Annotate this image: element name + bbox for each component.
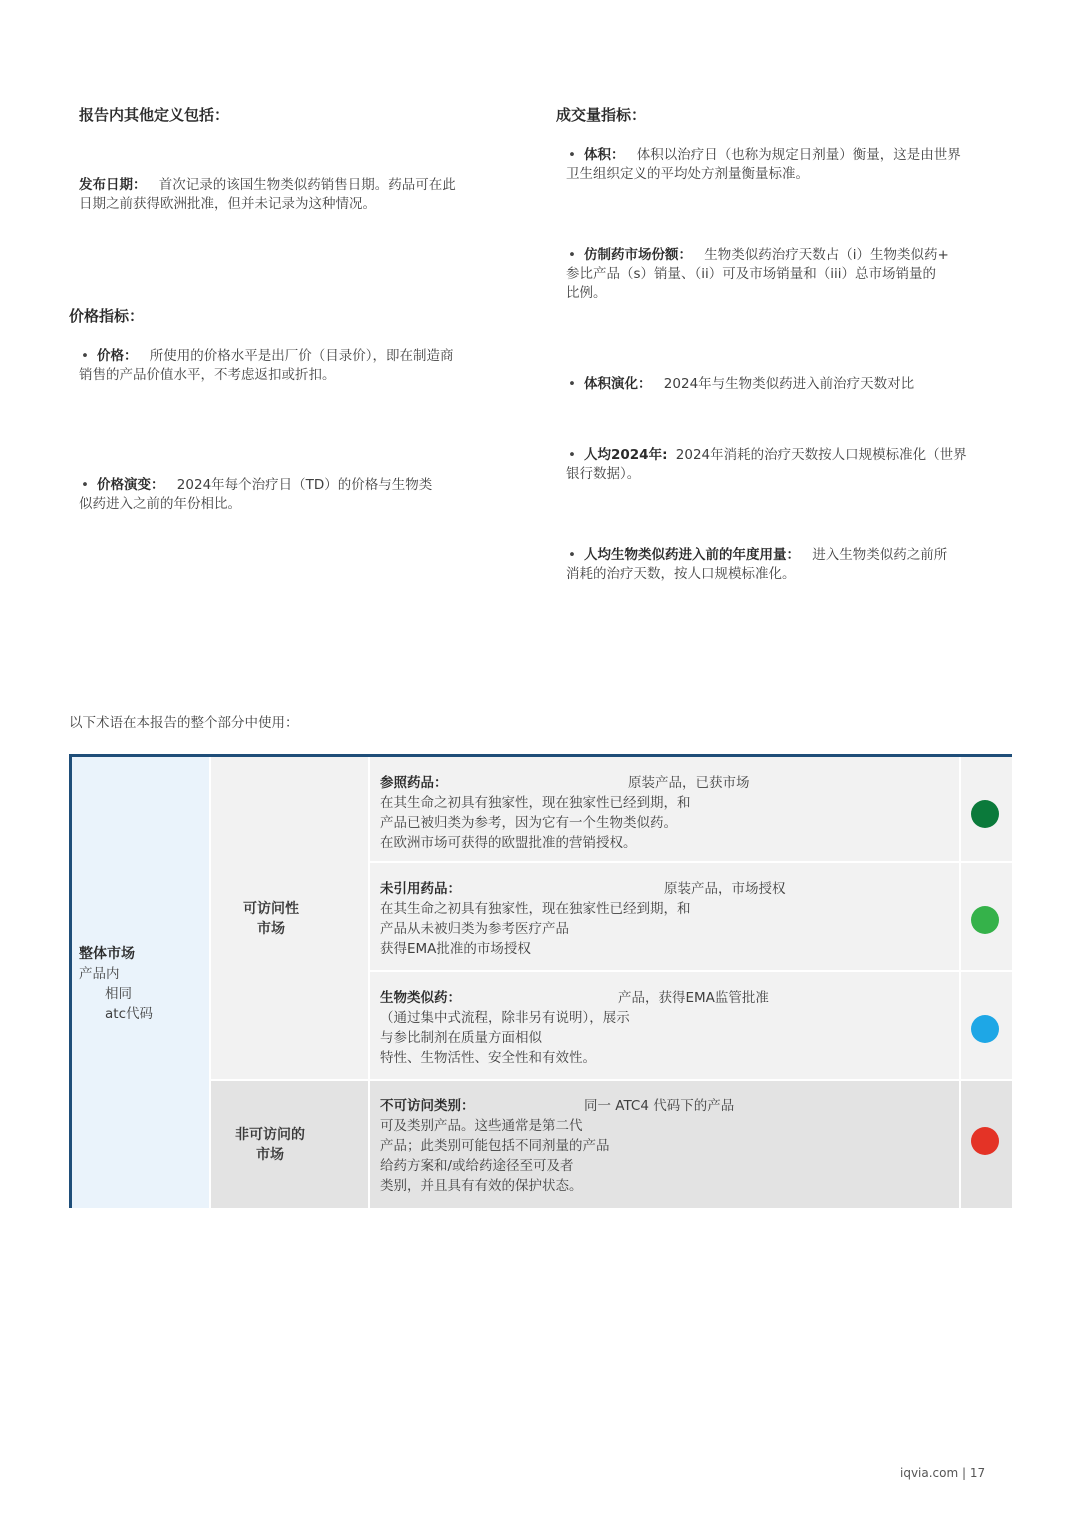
pre-entry-text-1: 进入生物类似药之前所: [812, 547, 948, 563]
reference-medicine-dot-cell: [961, 757, 1012, 861]
reference-medicine-term: 参照药品：: [380, 775, 448, 791]
biosimilar-term: 生物类似药：: [380, 990, 461, 1006]
biosimilar-cell: [370, 972, 959, 1079]
reference-medicine-line-3: 在欧洲市场可获得的欧盟批准的营销授权。: [380, 835, 637, 851]
non-accessible-category-line-1: 可及类别产品。这些通常是第二代: [380, 1118, 583, 1134]
pre-entry-definition: [566, 546, 1026, 584]
non-accessible-market-line-1: 非可访问的: [235, 1127, 305, 1143]
price-evolution-text-2: 似药进入之前的年份相比。: [79, 496, 241, 512]
page-footer: iqvia.com | 17: [900, 1466, 986, 1480]
release-date-term: 发布日期：: [79, 177, 147, 193]
non-reference-medicine-cell: [370, 863, 959, 970]
release-date-text-1: 首次记录的该国生物类似药销售日期。药品可在此: [158, 177, 456, 193]
volume-evolution-term: 体积演化：: [584, 376, 652, 392]
other-definitions-heading: 报告内其他定义包括：: [79, 106, 230, 124]
red-dot: [971, 1127, 999, 1155]
non-accessible-market-label: [211, 1125, 329, 1165]
non-reference-medicine-aside: 原装产品，市场授权: [664, 881, 786, 897]
total-market-sub-2: 相同: [105, 986, 132, 1002]
per-capita-text-1: 2024年消耗的治疗天数按人口规模标准化（世界: [675, 447, 967, 463]
release-date-text-2: 日期之前获得欧洲批准，但并未记录为这种情况。: [79, 196, 376, 212]
price-text-2: 销售的产品价值水平，不考虑返扣或折扣。: [79, 367, 336, 383]
green-dot: [971, 906, 999, 934]
volume-evolution-definition: [566, 375, 1026, 394]
total-market-title: 整体市场: [79, 946, 135, 962]
reference-medicine-line-1: 在其生命之初具有独家性，现在独家性已经到期，和: [380, 795, 691, 811]
market-share-text-2: 参比产品（s）销量、（ii）可及市场销量和（iii）总市场销量的: [566, 266, 937, 282]
reference-medicine-cell: [370, 757, 959, 861]
price-definition: [79, 347, 529, 385]
per-capita-text-2: 银行数据）。: [566, 466, 641, 482]
price-indicators-heading: 价格指标：: [69, 307, 145, 325]
reference-medicine-text: [380, 773, 750, 853]
price-evolution-term: 价格演变：: [97, 477, 165, 493]
volume-evolution-text-1: 2024年与生物类似药进入前治疗天数对比: [663, 376, 915, 392]
market-share-text-1: 生物类似药治疗天数占（i）生物类似药+: [704, 247, 949, 263]
reference-medicine-line-2: 产品已被归类为参考，因为它有一个生物类似药。: [380, 815, 677, 831]
blue-dot: [971, 1015, 999, 1043]
non-reference-medicine-line-3: 获得EMA批准的市场授权: [380, 941, 531, 957]
biosimilar-line-3: 特性、生物活性、安全性和有效性。: [380, 1050, 596, 1066]
non-accessible-market-line-2: 市场: [256, 1147, 284, 1163]
pre-entry-term: 人均生物类似药进入前的年度用量：: [584, 547, 800, 563]
non-accessible-category-line-4: 类别，并且具有有效的保护状态。: [380, 1178, 583, 1194]
pre-entry-text-2: 消耗的治疗天数，按人口规模标准化。: [566, 566, 796, 582]
biosimilar-aside: 产品，获得EMA监管批准: [618, 990, 769, 1006]
terms-table: [69, 754, 1012, 1208]
market-share-text-3: 比例。: [566, 285, 607, 301]
non-accessible-category-cell: [370, 1081, 959, 1208]
per-capita-term: 人均2024年:: [584, 447, 668, 463]
volume-term: 体积：: [584, 147, 625, 163]
non-reference-medicine-dot-cell: [961, 863, 1012, 970]
non-reference-medicine-line-2: 产品从未被归类为参考医疗产品: [380, 921, 569, 937]
reference-medicine-aside: 原装产品，已获市场: [628, 775, 750, 791]
per-capita-definition: [566, 446, 1026, 484]
total-market-label: [79, 944, 153, 1024]
biosimilar-text: [380, 988, 769, 1068]
release-date-definition: [79, 176, 519, 214]
accessible-market-line-2: 市场: [257, 921, 285, 937]
price-evolution-text-1: 2024年每个治疗日（TD）的价格与生物类: [176, 477, 433, 493]
table-left-border: [69, 754, 72, 1208]
biosimilar-dot-cell: [961, 972, 1012, 1079]
price-text-1: 所使用的价格水平是出厂价（目录价），即在制造商: [149, 348, 454, 364]
price-evolution-definition: [79, 476, 529, 514]
table-intro: 以下术语在本报告的整个部分中使用：: [69, 715, 299, 731]
price-term: 价格：: [97, 348, 138, 364]
non-reference-medicine-line-1: 在其生命之初具有独家性，现在独家性已经到期，和: [380, 901, 691, 917]
non-accessible-category-line-3: 给药方案和/或给药途径至可及者: [380, 1158, 574, 1174]
biosimilar-line-1: （通过集中式流程，除非另有说明），展示: [380, 1010, 630, 1026]
volume-indicators-heading: 成交量指标：: [556, 106, 647, 124]
volume-text-2: 卫生组织定义的平均处方剂量衡量标准。: [566, 166, 809, 182]
volume-definition: [566, 146, 1026, 184]
volume-text-1: 体积以治疗日（也称为规定日剂量）衡量，这是由世界: [636, 147, 961, 163]
accessible-market-label: [211, 899, 331, 939]
dark-green-dot: [971, 800, 999, 828]
non-reference-medicine-text: [380, 879, 786, 959]
total-market-sub-1: 产品内: [79, 966, 120, 982]
accessible-market-line-1: 可访问性: [243, 901, 299, 917]
non-reference-medicine-term: 未引用药品：: [380, 881, 461, 897]
non-accessible-category-aside: 同一 ATC4 代码下的产品: [584, 1098, 735, 1114]
total-market-sub-3: atc代码: [105, 1006, 153, 1022]
biosimilar-line-2: 与参比制剂在质量方面相似: [380, 1030, 542, 1046]
non-accessible-category-text: [380, 1096, 735, 1196]
market-share-definition: [566, 246, 1026, 303]
market-share-term: 仿制药市场份额：: [584, 247, 692, 263]
non-accessible-category-term: 不可访问类别：: [380, 1098, 475, 1114]
non-accessible-category-line-2: 产品；此类别可能包括不同剂量的产品: [380, 1138, 610, 1154]
non-accessible-category-dot-cell: [961, 1081, 1012, 1208]
